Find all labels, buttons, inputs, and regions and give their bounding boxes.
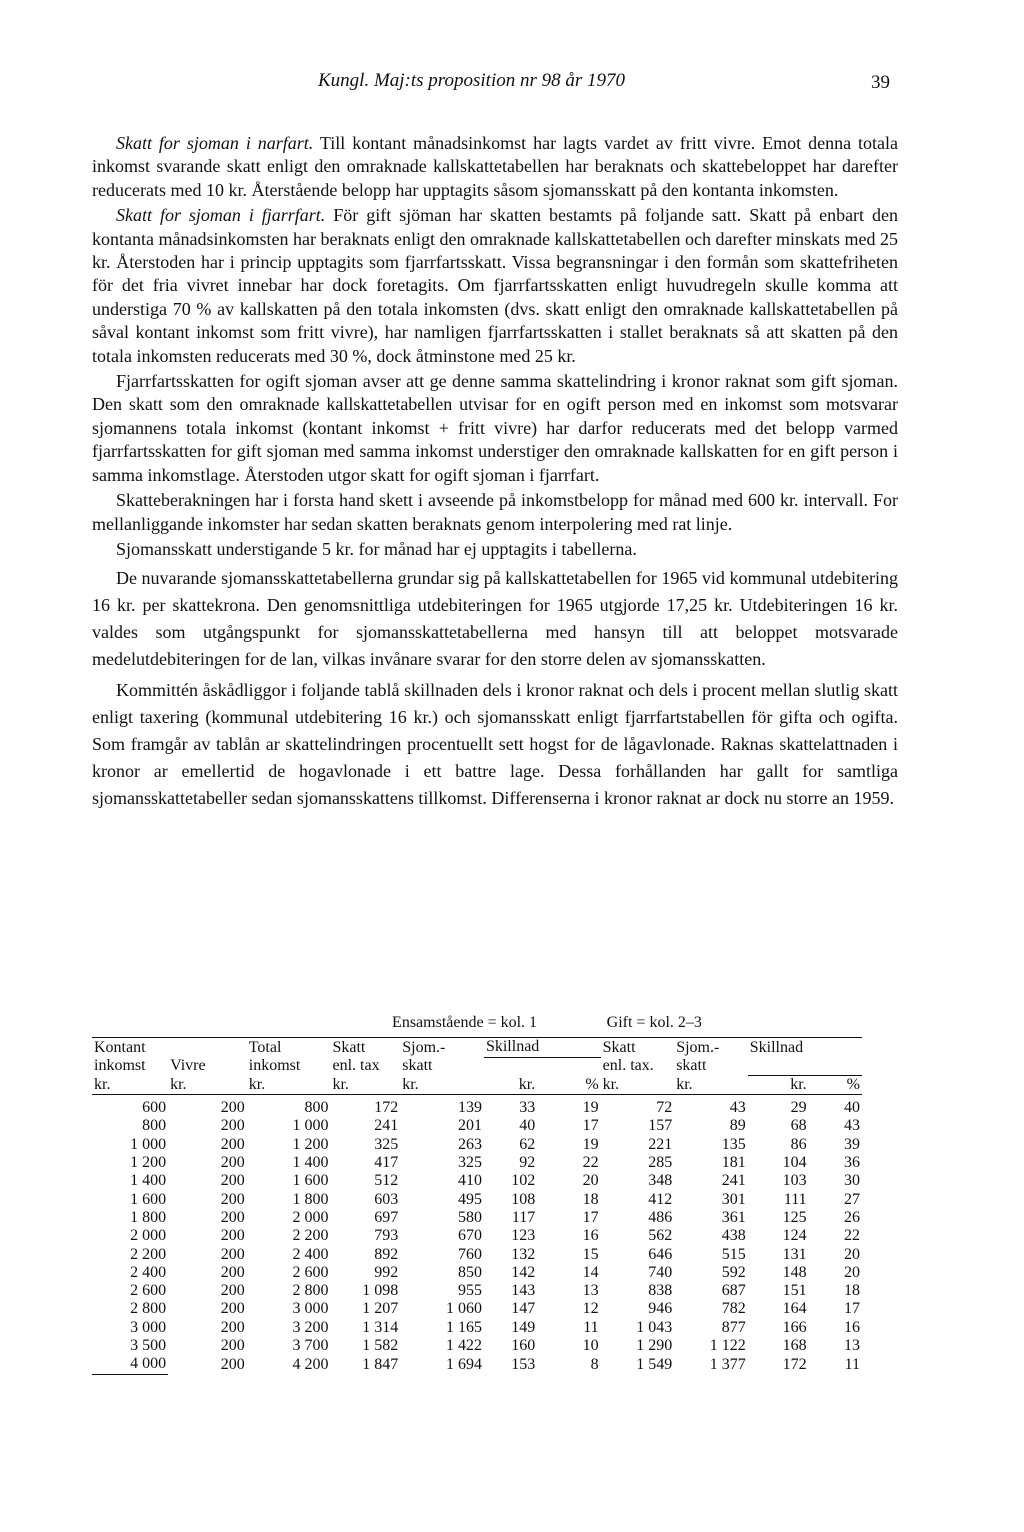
table-cell: 17 — [582, 1117, 599, 1135]
table-cell: 13 — [844, 1337, 860, 1355]
table-row — [92, 1172, 862, 1190]
table-cell: 1 207 — [362, 1300, 399, 1318]
table-cell: 139 — [457, 1099, 482, 1117]
tax-comparison-table — [92, 1014, 862, 1375]
table-cell: 33 — [519, 1099, 536, 1117]
table-row — [92, 1095, 862, 1118]
table-cell: 200 — [220, 1300, 245, 1318]
col-header: inkomst — [248, 1057, 301, 1075]
col-header: inkomst — [94, 1057, 146, 1075]
col-header: enl. tax — [332, 1057, 380, 1075]
table-cell: 2 400 — [130, 1263, 167, 1281]
col-header: enl. tax. — [602, 1057, 654, 1075]
table-cell: 1 377 — [709, 1355, 746, 1373]
table-cell: 92 — [519, 1154, 536, 1172]
table-row — [92, 1264, 862, 1282]
table-cell: 2 800 — [292, 1282, 329, 1300]
table-cell: 200 — [220, 1190, 245, 1208]
table-row — [92, 1117, 862, 1135]
table-cell: 1 600 — [292, 1172, 329, 1190]
paragraph — [92, 565, 898, 673]
unit-label: % — [809, 1075, 862, 1094]
table-cell: 13 — [582, 1282, 599, 1300]
table-row — [92, 1319, 862, 1337]
table-cell: 62 — [519, 1135, 536, 1153]
table-row — [92, 1154, 862, 1172]
table-cell: 1 043 — [636, 1318, 673, 1336]
table-cell: 19 — [582, 1099, 599, 1117]
table-cell: 2 000 — [292, 1208, 329, 1226]
table-cell: 200 — [220, 1227, 245, 1245]
table-cell: 143 — [511, 1282, 536, 1300]
table-cell: 40 — [519, 1117, 536, 1135]
table-cell: 361 — [721, 1208, 746, 1226]
table-cell: 325 — [457, 1154, 482, 1172]
unit-label: kr. — [748, 1075, 809, 1094]
table-cell: 36 — [844, 1154, 860, 1172]
table-cell: 1 200 — [292, 1135, 329, 1153]
table-cell: 124 — [782, 1227, 807, 1245]
table-cell: 200 — [220, 1282, 245, 1300]
col-header: Total — [247, 1038, 331, 1057]
table-cell: 147 — [511, 1300, 536, 1318]
table-cell: 1 290 — [636, 1337, 673, 1355]
table-cell: 515 — [721, 1245, 746, 1263]
table-cell: 417 — [374, 1154, 399, 1172]
table-cell: 18 — [844, 1282, 860, 1300]
body-text — [92, 132, 898, 812]
paragraph-lead: Skatt for sjoman i narfart. — [116, 133, 314, 153]
table-cell: 72 — [656, 1099, 673, 1117]
table-cell: 438 — [721, 1227, 746, 1245]
group-header-single: Ensamstående = kol. 1 — [392, 1014, 538, 1031]
table-cell: 10 — [582, 1337, 599, 1355]
table-cell: 160 — [511, 1337, 536, 1355]
table-cell: 123 — [511, 1227, 536, 1245]
paragraph-text: Skatteberakningen har i forsta hand skett i avseende på inkomstbelopp for månad med 600 kr. intervall. For mellanliggande inkomster har sedan skatten beraknats genom interpolering med rat linje. — [92, 490, 898, 534]
table-cell: 111 — [783, 1190, 807, 1208]
table-cell: 495 — [457, 1190, 482, 1208]
table-cell: 86 — [790, 1135, 807, 1153]
table-cell: 125 — [782, 1208, 807, 1226]
table-cell: 3 000 — [292, 1300, 329, 1318]
table-cell: 22 — [844, 1227, 860, 1245]
table-cell: 43 — [729, 1099, 746, 1117]
paragraph — [92, 132, 898, 202]
paragraph — [92, 677, 898, 812]
table-cell: 20 — [844, 1245, 860, 1263]
col-header: Skillnad — [484, 1038, 601, 1057]
table-cell: 3 200 — [292, 1318, 329, 1336]
table-cell: 697 — [374, 1208, 399, 1226]
table-row — [92, 1136, 862, 1154]
table-cell: 600 — [142, 1099, 167, 1117]
table-cell: 12 — [582, 1300, 599, 1318]
table-cell: 200 — [220, 1263, 245, 1281]
table-cell: 30 — [844, 1172, 860, 1190]
table-cell: 1 122 — [709, 1337, 746, 1355]
table-cell: 131 — [782, 1245, 807, 1263]
table-cell: 172 — [374, 1099, 399, 1117]
unit-label: kr. — [247, 1075, 331, 1094]
table-cell: 181 — [721, 1154, 746, 1172]
table-cell: 14 — [582, 1263, 599, 1281]
table-cell: 580 — [457, 1208, 482, 1226]
table-cell: 2 400 — [292, 1245, 329, 1263]
col-header: Skatt — [601, 1038, 675, 1057]
table-cell: 200 — [220, 1355, 245, 1373]
table-cell: 782 — [721, 1300, 746, 1318]
table-cell: 200 — [220, 1172, 245, 1190]
table-cell: 221 — [648, 1135, 673, 1153]
table-row — [92, 1246, 862, 1264]
table-cell: 2 200 — [292, 1227, 329, 1245]
table-cell: 670 — [457, 1227, 482, 1245]
table-cell: 200 — [220, 1117, 245, 1135]
table-cell: 142 — [511, 1263, 536, 1281]
page-number: 39 — [871, 72, 890, 93]
col-header: Vivre — [170, 1057, 206, 1075]
table-cell: 108 — [511, 1190, 536, 1208]
table-cell: 3 500 — [130, 1337, 167, 1355]
unit-label: % — [537, 1075, 600, 1094]
table-cell: 877 — [721, 1318, 746, 1336]
table-row — [92, 1337, 862, 1355]
table-cell: 17 — [582, 1208, 599, 1226]
table-cell: 740 — [648, 1263, 673, 1281]
table-cell: 3 700 — [292, 1337, 329, 1355]
col-header: Sjom.- — [674, 1038, 748, 1057]
col-header: Skatt — [330, 1038, 400, 1057]
table-cell: 11 — [583, 1318, 599, 1336]
table-cell: 200 — [220, 1337, 245, 1355]
paragraph-text: Till kontant månadsinkomst har lagts vardet av fritt vivre. Emot denna totala inkomst svarande skatt enligt den omraknade kallskattetabellen har beraknats och skattebeloppet har darefter reducerats med 10 kr. Återstående belopp har upptagits såsom sjomansskatt på den kontanta inkomsten. — [92, 133, 899, 200]
table-cell: 89 — [729, 1117, 746, 1135]
paragraph — [92, 202, 898, 368]
table-cell: 200 — [220, 1135, 245, 1153]
paragraph — [92, 368, 898, 487]
table-cell: 68 — [790, 1117, 807, 1135]
unit-label: kr. — [674, 1075, 748, 1094]
table-cell: 1 422 — [445, 1337, 482, 1355]
table-cell: 1 060 — [445, 1300, 482, 1318]
table-cell: 20 — [582, 1172, 599, 1190]
col-header: Skillnad — [748, 1038, 862, 1057]
table-cell: 104 — [782, 1154, 807, 1172]
table-cell: 200 — [220, 1318, 245, 1336]
table-cell: 2 200 — [130, 1245, 167, 1263]
table-cell: 2 600 — [130, 1282, 167, 1300]
table-cell: 1 582 — [362, 1337, 399, 1355]
table-cell: 687 — [721, 1282, 746, 1300]
table-cell: 241 — [721, 1172, 746, 1190]
table-cell: 285 — [648, 1154, 673, 1172]
table-cell: 201 — [457, 1117, 482, 1135]
paragraph-text: Sjomansskatt understigande 5 kr. for månad har ej upptagits i tabellerna. — [116, 538, 637, 559]
table-cell: 153 — [511, 1355, 536, 1373]
table-cell: 486 — [648, 1208, 673, 1226]
paragraph-text: För gift sjöman har skatten bestamts på foljande satt. Skatt på enbart den kontanta månadsinkomsten har beraknats enligt den omraknade kallskattetabellen och darefter minskats med 25 kr. Återstoden har i princip upptagits som fjarrfartsskatt. Vissa begransningar i den formån som skattefriheten för det fria vivret innebar har dock foretagits. Om fjarrfartsskatten enligt huvudregeln skulle komma att understiga 70 % av kallskatten på den totala inkomsten (dvs. skatt enligt den omraknade kallskattetabellen på såval kontant inkomst som fritt vivre), har namligen fjarrfartsskatten i stallet beraknats så att skatten på den totala inkomsten reducerats med 30 %, dock åtminstone med 25 kr. — [92, 205, 898, 366]
table-cell: 838 — [648, 1282, 673, 1300]
table-cell: 15 — [582, 1245, 599, 1263]
table-cell: 1 400 — [130, 1172, 167, 1190]
unit-label: kr. — [330, 1075, 400, 1094]
table-cell: 18 — [582, 1190, 599, 1208]
col-header: skatt — [676, 1057, 707, 1075]
table-cell: 2 800 — [130, 1300, 167, 1318]
table-cell: 22 — [582, 1154, 599, 1172]
table-cell: 148 — [782, 1263, 807, 1281]
table-cell: 164 — [782, 1300, 807, 1318]
table-cell: 1 000 — [130, 1135, 167, 1153]
table-cell: 200 — [220, 1208, 245, 1226]
group-header-married: Gift = kol. 2–3 — [606, 1014, 702, 1031]
table-cell: 1 549 — [636, 1355, 673, 1373]
table-cell: 103 — [782, 1172, 807, 1190]
table-cell: 301 — [721, 1190, 746, 1208]
table-cell: 1 800 — [292, 1190, 329, 1208]
table-cell: 26 — [844, 1208, 860, 1226]
table-cell: 1 314 — [362, 1318, 399, 1336]
table-cell: 19 — [582, 1135, 599, 1153]
table-cell: 592 — [721, 1263, 746, 1281]
paragraph-lead: Skatt for sjoman i fjarrfart. — [116, 205, 326, 226]
unit-label: kr. — [484, 1075, 537, 1094]
table-cell: 241 — [374, 1117, 399, 1135]
col-header: Kontant — [92, 1038, 168, 1057]
table-cell: 4 200 — [292, 1355, 329, 1373]
table-cell: 850 — [457, 1263, 482, 1281]
table-cell: 8 — [590, 1355, 599, 1373]
table-cell: 412 — [648, 1190, 673, 1208]
table-cell: 151 — [782, 1282, 807, 1300]
table-row — [92, 1355, 862, 1374]
page-header — [0, 70, 1024, 100]
table-cell: 3 000 — [130, 1318, 167, 1336]
table-row — [92, 1282, 862, 1300]
col-header: Sjom.- — [400, 1038, 484, 1057]
table-cell: 410 — [457, 1172, 482, 1190]
table-cell: 1 800 — [130, 1208, 167, 1226]
table-cell: 1 200 — [130, 1154, 167, 1172]
table-cell: 562 — [648, 1227, 673, 1245]
table-cell: 166 — [782, 1318, 807, 1336]
col-header: skatt — [402, 1057, 433, 1075]
table-cell: 117 — [511, 1208, 536, 1226]
unit-label: kr. — [92, 1075, 168, 1094]
unit-label: kr. — [400, 1075, 484, 1094]
table-cell: 132 — [511, 1245, 536, 1263]
paragraph-text: Kommittén åskådliggor i foljande tablå skillnaden dels i kronor raknat och dels i procent mellan slutlig skatt enligt taxering (kommunal utdebitering 16 kr.) och sjomansskatt enligt fjarrfartstabellen för gifta och ogifta. Som framgår av tablån ar skattelindringen procentuellt sett hogst for de lågavlonade. Raknas skattelattnaden i kronor ar emellertid de hogavlonade i ett battre lage. Dessa forhållanden har gallt for samtliga sjomansskattetabeller sedan sjomansskattens tillkomst. Differenserna i kronor raknat ar dock nu storre an 1959. — [92, 680, 898, 809]
paragraph-text: De nuvarande sjomansskattetabellerna grundar sig på kallskattetabellen for 1965 vid kommunal utdebitering 16 kr. per skattekrona. Den genomsnittliga utdebiteringen for 1965 utgjorde 17,25 kr. Utdebiteringen 16 kr. valdes som utgångspunkt for sjomansskattetabellerna med hansyn till att beloppet motsvarade medelutdebiteringen for de lan, vilkas invånare svarar for den storre delen av sjomansskatten. — [92, 568, 898, 670]
table-cell: 760 — [457, 1245, 482, 1263]
paragraph — [92, 536, 898, 561]
table-cell: 20 — [844, 1263, 860, 1281]
table-cell: 200 — [220, 1154, 245, 1172]
table-cell: 43 — [844, 1117, 860, 1135]
table-cell: 992 — [374, 1263, 399, 1281]
table-cell: 40 — [844, 1099, 860, 1117]
table-cell: 2 600 — [292, 1263, 329, 1281]
table-cell: 646 — [648, 1245, 673, 1263]
table-cell: 39 — [844, 1135, 860, 1153]
unit-label: kr. — [168, 1075, 247, 1094]
table-cell: 135 — [721, 1135, 746, 1153]
table-cell: 157 — [648, 1117, 673, 1135]
table-cell: 263 — [457, 1135, 482, 1153]
table-cell: 149 — [511, 1318, 536, 1336]
table-cell: 4 000 — [92, 1355, 168, 1374]
table-cell: 172 — [782, 1355, 807, 1373]
table-cell: 1 694 — [445, 1355, 482, 1373]
table-cell: 200 — [220, 1245, 245, 1263]
table-cell: 2 000 — [130, 1227, 167, 1245]
table-cell: 946 — [648, 1300, 673, 1318]
table-cell: 11 — [844, 1355, 860, 1373]
table-row — [92, 1191, 862, 1209]
table-body — [92, 1095, 862, 1374]
paragraph — [92, 487, 898, 536]
table-cell: 793 — [374, 1227, 399, 1245]
table-cell: 16 — [844, 1318, 860, 1336]
table-cell: 1 847 — [362, 1355, 399, 1373]
table-cell: 348 — [648, 1172, 673, 1190]
running-title: Kungl. Maj:ts proposition nr 98 år 1970 — [318, 70, 626, 91]
table-cell: 29 — [790, 1099, 807, 1117]
table-cell: 17 — [844, 1300, 860, 1318]
table-cell: 27 — [844, 1190, 860, 1208]
table-row — [92, 1227, 862, 1245]
table-cell: 1 600 — [130, 1190, 167, 1208]
table-cell: 1 098 — [362, 1282, 399, 1300]
table-cell: 955 — [457, 1282, 482, 1300]
table-row — [92, 1300, 862, 1318]
table-cell: 325 — [374, 1135, 399, 1153]
table-cell: 603 — [374, 1190, 399, 1208]
table-cell: 168 — [782, 1337, 807, 1355]
table-cell: 102 — [511, 1172, 536, 1190]
paragraph-text: Fjarrfartsskatten for ogift sjoman avser att ge denne samma skattelindring i kronor raknat som gift sjoman. Den skatt som den omraknade kallskattetabellen utvisar for en ogift person med en inkomst som motsvarar sjomannens totala inkomst (kontant inkomst + fritt vivre) har darfor reducerats med det belopp varmed fjarrfartsskatten for gift sjoman med samma inkomst understiger den omraknade kallskatten for en gift person i samma inkomstlage. Återstoden utgor skatt for ogift sjoman i fjarrfart. — [92, 371, 898, 485]
unit-label: kr. — [601, 1075, 675, 1094]
table-cell: 1 000 — [292, 1117, 329, 1135]
table-row — [92, 1209, 862, 1227]
table-cell: 200 — [220, 1099, 245, 1117]
table-cell: 16 — [582, 1227, 599, 1245]
table-cell: 800 — [142, 1117, 167, 1135]
table-cell: 1 400 — [292, 1154, 329, 1172]
table-cell: 800 — [304, 1099, 329, 1117]
table-cell: 1 165 — [445, 1318, 482, 1336]
table-cell: 892 — [374, 1245, 399, 1263]
table-cell: 512 — [374, 1172, 399, 1190]
